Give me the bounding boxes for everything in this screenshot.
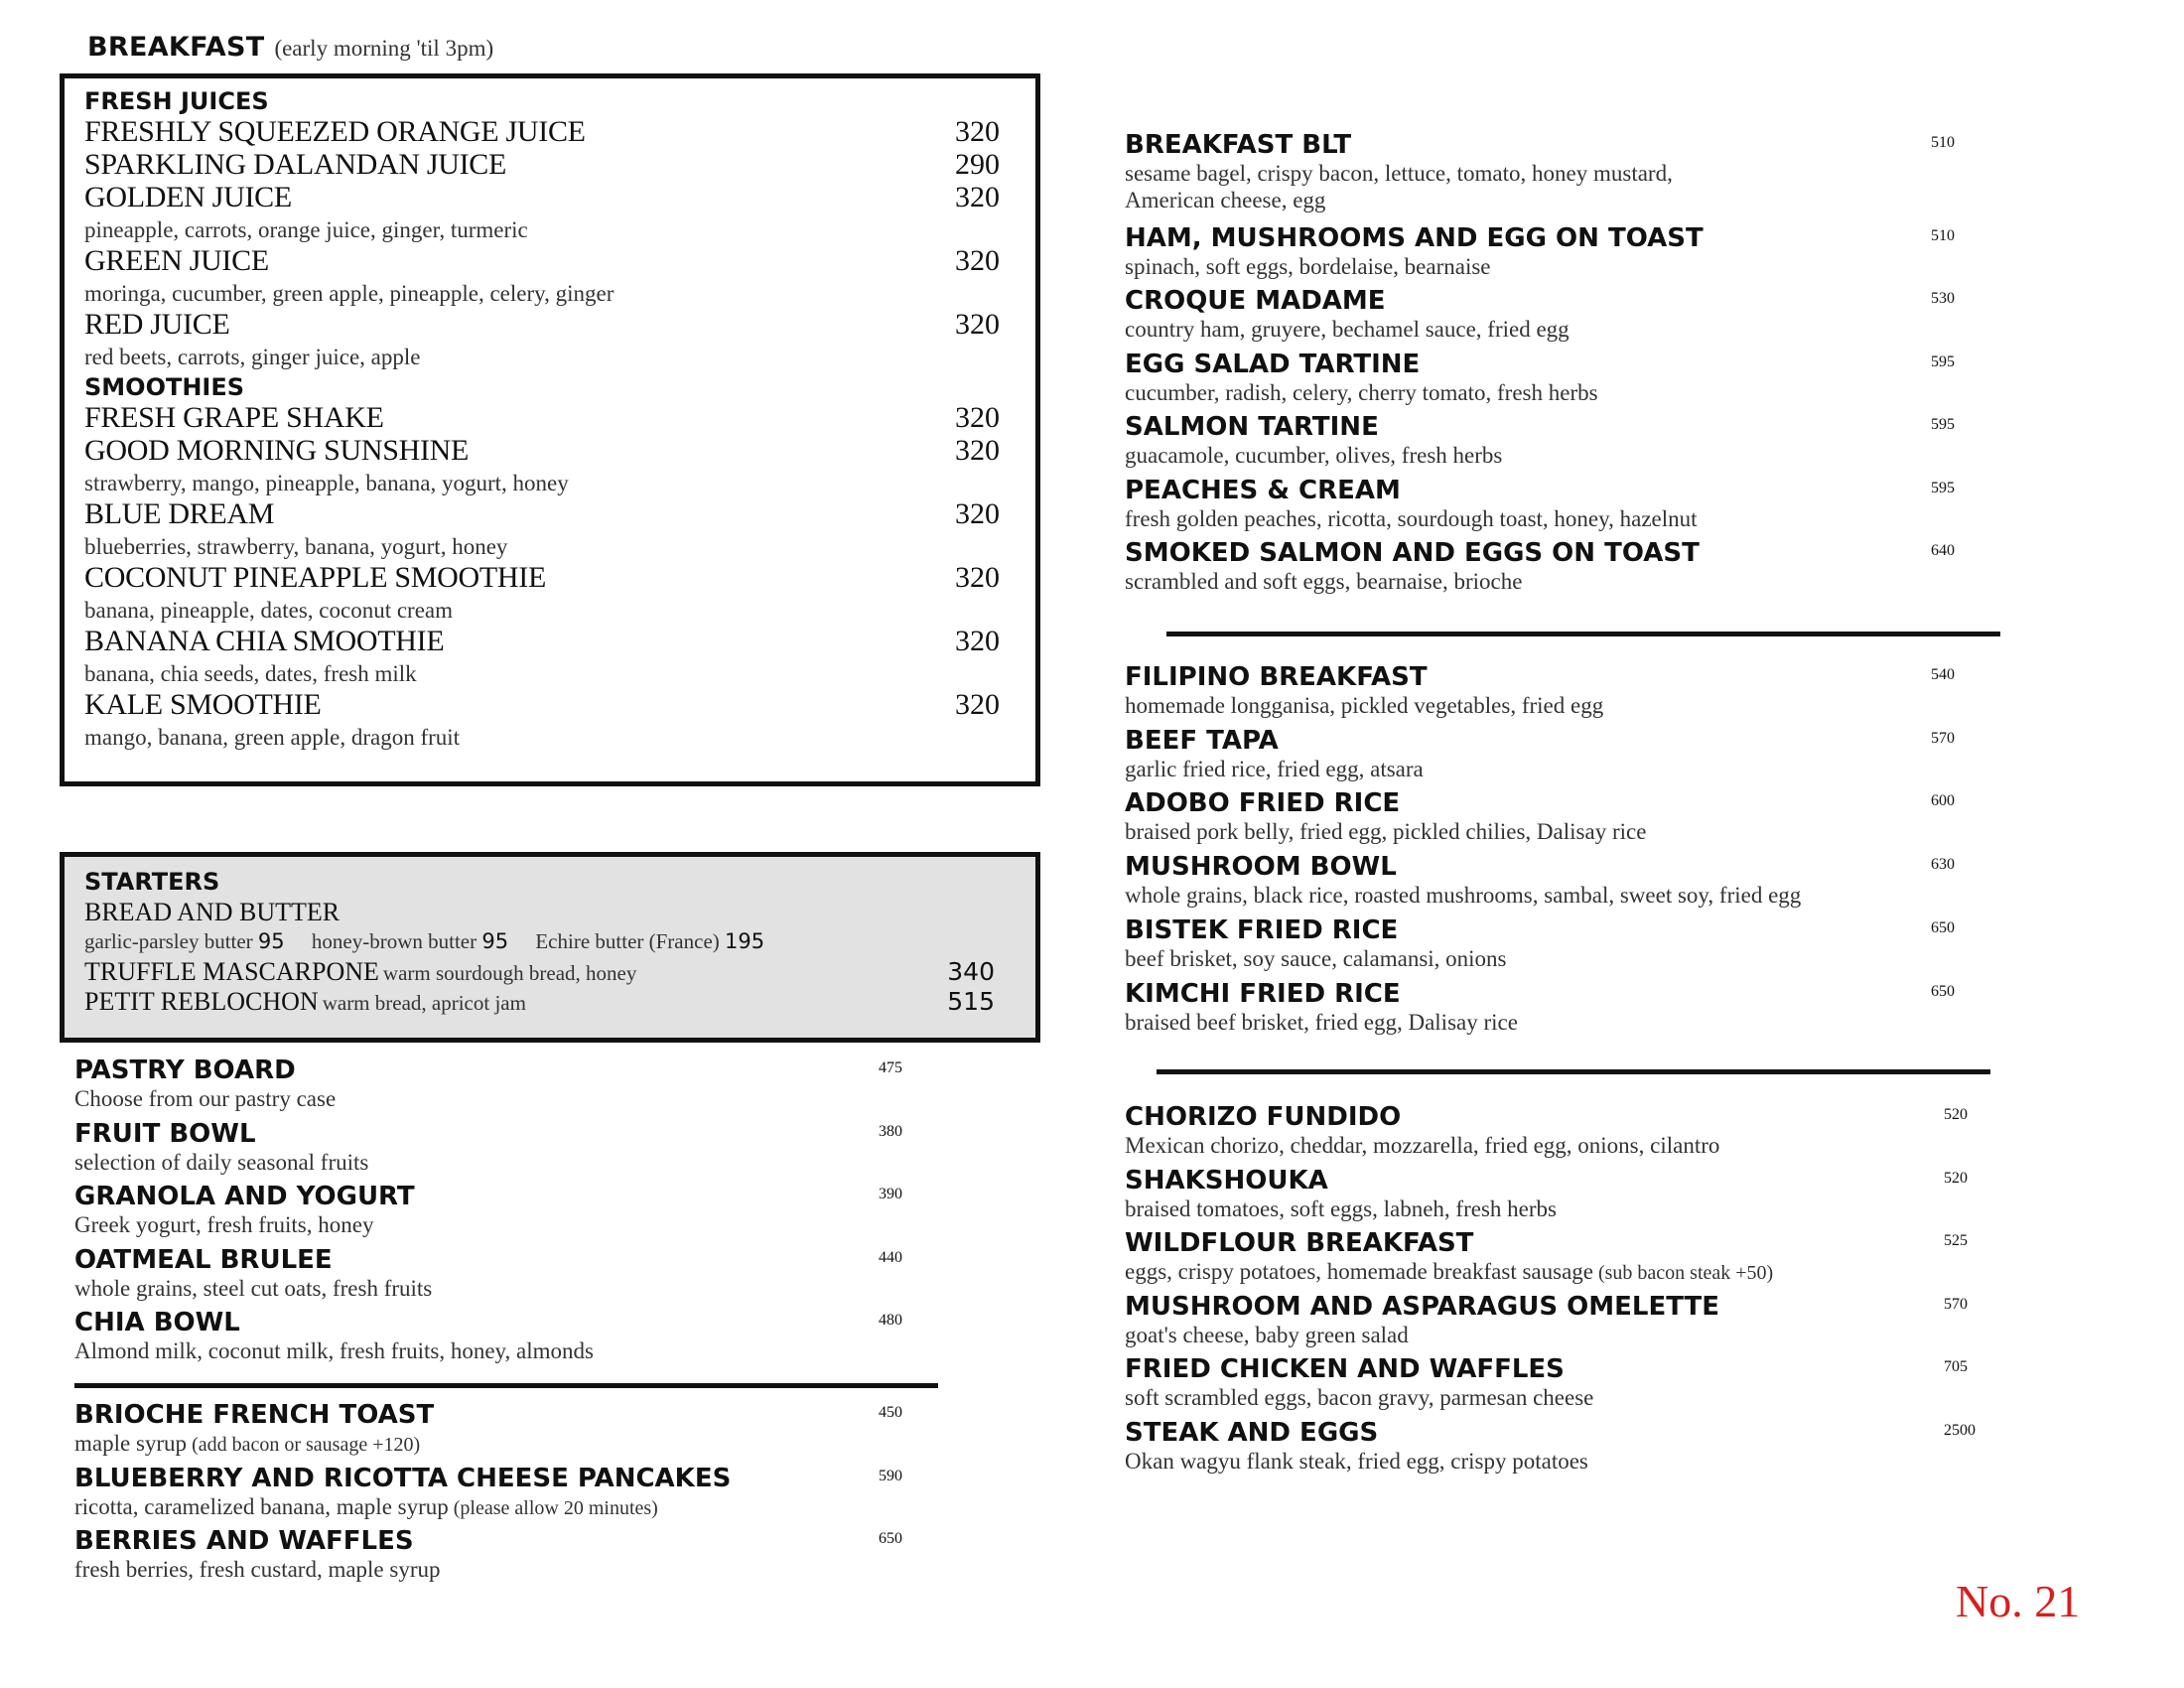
menu-item xyxy=(74,1182,415,1238)
menu-item-price: 530 xyxy=(1931,290,1955,307)
menu-item-name: SALMON TARTINE xyxy=(1125,412,1379,442)
menu-item-name: EGG SALAD TARTINE xyxy=(1125,349,1421,379)
menu-item-price: 705 xyxy=(1944,1358,1968,1375)
menu-item-price: 525 xyxy=(1944,1232,1968,1249)
menu-item xyxy=(74,1055,336,1112)
menu-item xyxy=(1125,476,1698,532)
menu-item xyxy=(74,1308,594,1364)
menu-item-name: PASTRY BOARD xyxy=(74,1055,296,1085)
menu-item-price: 510 xyxy=(1931,226,1955,244)
starter-desc: warm bread, apricot jam xyxy=(322,991,526,1015)
menu-item xyxy=(1125,788,1646,845)
menu-item-desc: Choose from our pastry case xyxy=(74,1086,337,1111)
menu-item-price: 590 xyxy=(879,1467,902,1484)
menu-item-name: FRIED CHICKEN AND WAFFLES xyxy=(1125,1354,1565,1384)
menu-item-desc: scrambled and soft eggs, bearnaise, brioche xyxy=(1125,569,1523,594)
menu-item-desc-continued: American cheese, egg xyxy=(1125,188,1326,212)
menu-item xyxy=(1125,130,1673,213)
page-number: No. 21 xyxy=(1956,1576,2081,1626)
menu-item-name: STEAK AND EGGS xyxy=(1125,1417,1379,1448)
menu-item-desc: Greek yogurt, fresh fruits, honey xyxy=(74,1212,374,1237)
page-title: BREAKFAST xyxy=(87,32,265,63)
menu-item-name: KIMCHI FRIED RICE xyxy=(1125,978,1401,1009)
menu-item xyxy=(74,1400,434,1457)
starter-price: 515 xyxy=(947,987,995,1016)
menu-item-price: 510 xyxy=(1931,134,1955,151)
menu-item-price: 630 xyxy=(1931,856,1955,874)
menu-item-note: (please allow 20 minutes) xyxy=(448,1496,658,1519)
menu-item-price: 320 xyxy=(955,434,1000,467)
bread-and-butter: BREAD AND BUTTER xyxy=(84,898,341,926)
menu-item-name: CHIA BOWL xyxy=(74,1308,240,1337)
menu-item-price: 475 xyxy=(879,1059,902,1076)
menu-item-name: FRESH GRAPE SHAKE xyxy=(84,401,384,434)
starters-label: STARTERS xyxy=(84,868,220,896)
menu-item-desc: mango, banana, green apple, dragon fruit xyxy=(84,725,461,750)
menu-item-desc: braised tomatoes, soft eggs, labneh, fresh herbs xyxy=(1125,1196,1557,1221)
menu-item-desc: fresh berries, fresh custard, maple syrup xyxy=(74,1557,441,1582)
menu-item xyxy=(74,1119,368,1176)
menu-item-note: (sub bacon steak +50) xyxy=(1592,1262,1774,1284)
menu-item xyxy=(1125,1354,1593,1411)
menu-item-price: 380 xyxy=(879,1122,902,1140)
menu-item-name: GREEN JUICE xyxy=(84,244,269,277)
starter-desc: warm sourdough bread, honey xyxy=(382,961,637,985)
menu-item-name: BREAKFAST BLT xyxy=(1125,130,1352,160)
menu-item-desc: banana, pineapple, dates, coconut cream xyxy=(84,598,454,623)
menu-item-price: 320 xyxy=(955,308,1000,341)
butter-name: honey-brown butter xyxy=(311,929,478,953)
menu-item xyxy=(1125,726,1424,782)
butter-price: 95 xyxy=(481,929,509,953)
menu-item-price: 570 xyxy=(1931,729,1955,747)
menu-item-price: 320 xyxy=(955,244,1000,277)
menu-item-desc: guacamole, cucumber, olives, fresh herbs xyxy=(1125,443,1503,468)
menu-item-price: 390 xyxy=(879,1186,902,1202)
menu-item-price: 450 xyxy=(879,1404,902,1421)
menu-item-price: 320 xyxy=(955,401,1000,434)
menu-item-price: 520 xyxy=(1944,1169,1968,1187)
divider xyxy=(1166,632,2000,636)
menu-item xyxy=(1125,538,1700,595)
page-header xyxy=(87,32,493,63)
menu-item-name: SHAKSHOUKA xyxy=(1125,1165,1328,1196)
starter-name: TRUFFLE MASCARPONE xyxy=(84,957,379,986)
menu-item-price: 595 xyxy=(1931,479,1955,496)
divider xyxy=(1157,1069,1990,1074)
menu-item-desc: sesame bagel, crispy bacon, lettuce, tomato, honey mustard, xyxy=(1125,161,1673,186)
menu-item xyxy=(1125,852,1801,909)
menu-item xyxy=(1125,915,1507,972)
menu-item xyxy=(1125,412,1502,469)
menu-item xyxy=(1125,1228,1773,1285)
menu-item-desc: soft scrambled eggs, bacon gravy, parmesan cheese xyxy=(1125,1385,1594,1410)
menu-item-name: RED JUICE xyxy=(84,308,230,341)
menu-item-desc: Mexican chorizo, cheddar, mozzarella, fried egg, onions, cilantro xyxy=(1125,1133,1720,1158)
menu-item xyxy=(1125,1292,1719,1348)
menu-item-price: 320 xyxy=(955,561,1000,594)
menu-item-price: 540 xyxy=(1931,666,1955,683)
menu-item-name: HAM, MUSHROOMS AND EGG ON TOAST xyxy=(1125,222,1704,253)
menu-item-price: 595 xyxy=(1931,416,1955,433)
menu-item-price: 290 xyxy=(955,148,1000,181)
menu-item-name: KALE SMOOTHIE xyxy=(84,688,322,721)
menu-item xyxy=(1125,1418,1588,1475)
menu-item-name: SPARKLING DALANDAN JUICE xyxy=(84,148,507,181)
menu-item-desc: braised beef brisket, fried egg, Dalisay rice xyxy=(1125,1009,1518,1035)
menu-item-name: BANANA CHIA SMOOTHIE xyxy=(84,625,445,657)
menu-item-name: PEACHES & CREAM xyxy=(1125,475,1401,505)
menu-item-note: (add bacon or sausage +120) xyxy=(187,1434,421,1456)
menu-item-name: BEEF TAPA xyxy=(1125,725,1279,756)
menu-item xyxy=(1125,350,1598,406)
menu-item xyxy=(1125,662,1603,719)
menu-item-desc: fresh golden peaches, ricotta, sourdough toast, honey, hazelnut xyxy=(1125,505,1698,531)
menu-item-name: SMOKED SALMON AND EGGS ON TOAST xyxy=(1125,538,1700,568)
section-label: SMOOTHIES xyxy=(84,373,245,401)
menu-item-name: FILIPINO BREAKFAST xyxy=(1125,662,1428,692)
menu-item-name: MUSHROOM AND ASPARAGUS OMELETTE xyxy=(1125,1291,1720,1322)
starter-name: PETIT REBLOCHON xyxy=(84,987,319,1016)
menu-item-desc: spinach, soft eggs, bordelaise, bearnaise xyxy=(1125,253,1491,279)
menu-item-desc: whole grains, steel cut oats, fresh fruits xyxy=(74,1275,433,1301)
butter-name: Echire butter (France) xyxy=(535,929,720,953)
menu-item-price: 650 xyxy=(879,1530,902,1547)
divider xyxy=(74,1383,938,1388)
menu-item-name: WILDFLOUR BREAKFAST xyxy=(1125,1228,1474,1258)
menu-item-name: BRIOCHE FRENCH TOAST xyxy=(74,1400,435,1430)
menu-item-name: MUSHROOM BOWL xyxy=(1125,852,1397,883)
menu-item xyxy=(1125,286,1570,343)
menu-item-price: 600 xyxy=(1931,792,1955,810)
menu-item-desc: selection of daily seasonal fruits xyxy=(74,1149,369,1175)
menu-item-name: GRANOLA AND YOGURT xyxy=(74,1182,415,1211)
menu-item-desc: Okan wagyu flank steak, fried egg, crispy potatoes xyxy=(1125,1448,1588,1474)
menu-item-price: 320 xyxy=(955,688,1000,721)
menu-item-price: 595 xyxy=(1931,352,1955,370)
menu-item-desc: braised pork belly, fried egg, pickled chilies, Dalisay rice xyxy=(1125,819,1647,845)
menu-item-price: 570 xyxy=(1944,1295,1968,1313)
menu-item-price: 440 xyxy=(879,1248,902,1266)
menu-item-name: BERRIES AND WAFFLES xyxy=(74,1526,414,1556)
menu-item-price: 2500 xyxy=(1944,1421,1976,1439)
menu-item xyxy=(74,1526,441,1583)
menu-item xyxy=(1125,979,1518,1036)
menu-item-name: BLUEBERRY AND RICOTTA CHEESE PANCAKES xyxy=(74,1463,732,1493)
menu-item-desc: cucumber, radish, celery, cherry tomato, fresh herbs xyxy=(1125,379,1598,405)
menu-item-desc: garlic fried rice, fried egg, atsara xyxy=(1125,756,1424,781)
menu-item-price: 480 xyxy=(879,1312,902,1329)
menu-item-desc: banana, chia seeds, dates, fresh milk xyxy=(84,661,417,686)
menu-item-name: GOLDEN JUICE xyxy=(84,181,292,213)
menu-item-desc: homemade longganisa, pickled vegetables, fried egg xyxy=(1125,693,1604,718)
menu-item xyxy=(74,1245,432,1302)
menu-item-name: CHORIZO FUNDIDO xyxy=(1125,1102,1402,1132)
menu-item-name: GOOD MORNING SUNSHINE xyxy=(84,434,470,467)
menu-item xyxy=(74,1464,731,1520)
butter-price: 95 xyxy=(257,929,285,953)
menu-item-name: CROQUE MADAME xyxy=(1125,286,1386,316)
butter-price: 195 xyxy=(725,929,765,953)
menu-item-name: BLUE DREAM xyxy=(84,497,275,530)
page-subtitle: (early morning 'til 3pm) xyxy=(274,36,494,61)
menu-item-price: 320 xyxy=(955,181,1000,213)
menu-item-name: OATMEAL BRULEE xyxy=(74,1244,333,1275)
menu-item-name: ADOBO FRIED RICE xyxy=(1125,788,1401,819)
menu-item xyxy=(1125,223,1704,280)
menu-item-desc: blueberries, strawberry, banana, yogurt, honey xyxy=(84,534,508,559)
menu-item-price: 320 xyxy=(955,115,1000,148)
menu-item-name: BISTEK FRIED RICE xyxy=(1125,914,1399,945)
menu-item-desc: goat's cheese, baby green salad xyxy=(1125,1322,1409,1347)
menu-item-desc: eggs, crispy potatoes, homemade breakfast sausage (sub bacon steak +50) xyxy=(1125,1259,1774,1284)
starter-item xyxy=(84,987,526,1017)
butter-options xyxy=(84,929,764,954)
menu-item-price: 520 xyxy=(1944,1106,1968,1123)
butter-name: garlic-parsley butter xyxy=(84,929,253,953)
menu-item-desc: beef brisket, soy sauce, calamansi, onions xyxy=(1125,945,1507,971)
menu-item-desc: red beets, carrots, ginger juice, apple xyxy=(84,345,421,369)
menu-item-name: COCONUT PINEAPPLE SMOOTHIE xyxy=(84,561,547,594)
menu-item-price: 320 xyxy=(955,497,1000,530)
menu-item xyxy=(1125,1102,1719,1159)
menu-item-price: 650 xyxy=(1931,982,1955,1000)
starter-item xyxy=(84,957,636,987)
menu-item-desc: whole grains, black rice, roasted mushrooms, sambal, sweet soy, fried egg xyxy=(1125,883,1802,909)
menu-item-desc: Almond milk, coconut milk, fresh fruits, honey, almonds xyxy=(74,1338,594,1363)
menu-item-desc: country ham, gruyere, bechamel sauce, fried egg xyxy=(1125,317,1570,342)
menu-item-desc: pineapple, carrots, orange juice, ginger, turmeric xyxy=(84,217,528,242)
menu-item-desc: moringa, cucumber, green apple, pineapple, celery, ginger xyxy=(84,281,614,306)
menu-item xyxy=(1125,1166,1557,1222)
menu-item-desc: ricotta, caramelized banana, maple syrup (please allow 20 minutes) xyxy=(74,1493,658,1519)
menu-item-name: FRUIT BOWL xyxy=(74,1118,256,1149)
menu-item-desc: maple syrup (add bacon or sausage +120) xyxy=(74,1431,421,1456)
menu-item-name: FRESHLY SQUEEZED ORANGE JUICE xyxy=(84,115,586,148)
menu-item-price: 320 xyxy=(955,625,1000,657)
menu-item-price: 640 xyxy=(1931,542,1955,559)
menu-item-price: 650 xyxy=(1931,918,1955,936)
menu-item-desc: strawberry, mango, pineapple, banana, yogurt, honey xyxy=(84,471,569,495)
starter-price: 340 xyxy=(947,957,995,986)
section-label: FRESH JUICES xyxy=(84,87,269,115)
